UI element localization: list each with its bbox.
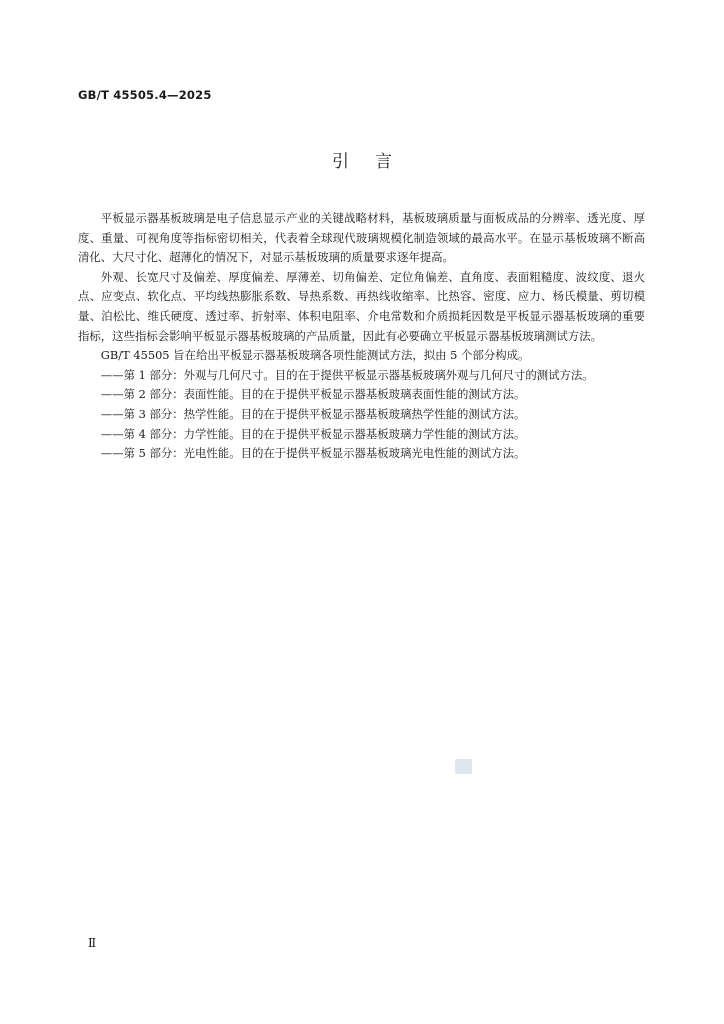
part-list-item: ——第 2 部分：表面性能。目的在于提供平板显示器基板玻璃表面性能的测试方法。 (100, 387, 526, 402)
introduction-body (78, 209, 645, 464)
standard-code: GB/T 45505.4—2025 (78, 88, 212, 102)
watermark-mark (455, 759, 472, 774)
part-list-item: ——第 3 部分：热学性能。目的在于提供平板显示器基板玻璃热学性能的测试方法。 (100, 406, 526, 421)
paragraph-indicators: 外观、长宽尺寸及偏差、厚度偏差、厚薄差、切角偏差、定位角偏差、直角度、表面粗糙度、波纹度、退火点、应变点、软化点、平均线热膨胀系数、导热系数、再热线收缩率、比热容、密度、应力、杨氏模量、剪切模量、泊松比、维氏硬度、透过率、折射率、体积电阻率、介电常数和介质损耗因数是平板显示器基板玻璃的重要指标，这些指标会影响平板显示器基板玻璃的产品质量，因此有必要确立平板显示器基板玻璃测试方法。 (78, 269, 645, 343)
part-list-item: ——第 5 部分：光电性能。目的在于提供平板显示器基板玻璃光电性能的测试方法。 (100, 446, 526, 461)
paragraph-background: 平板显示器基板玻璃是电子信息显示产业的关键战略材料，基板玻璃质量与面板成品的分辨率、透光度、厚度、重量、可视角度等指标密切相关，代表着全球现代玻璃规模化制造领域的最高水平。在显示基板玻璃不断高清化、大尺寸化、超薄化的情况下，对显示基板玻璃的质量要求逐年提高。 (78, 211, 645, 265)
part-list-item: ——第 4 部分：力学性能。目的在于提供平板显示器基板玻璃力学性能的测试方法。 (100, 426, 526, 441)
page-number: Ⅱ (88, 936, 97, 950)
page-title: 引言 (332, 152, 418, 172)
paragraph-structure: GB/T 45505 旨在给出平板显示器基板玻璃各项性能测试方法，拟由 5 个部分构成。 (100, 348, 530, 363)
part-list-item: ——第 1 部分：外观与几何尺寸。目的在于提供平板显示器基板玻璃外观与几何尺寸的测试方法。 (100, 367, 594, 382)
